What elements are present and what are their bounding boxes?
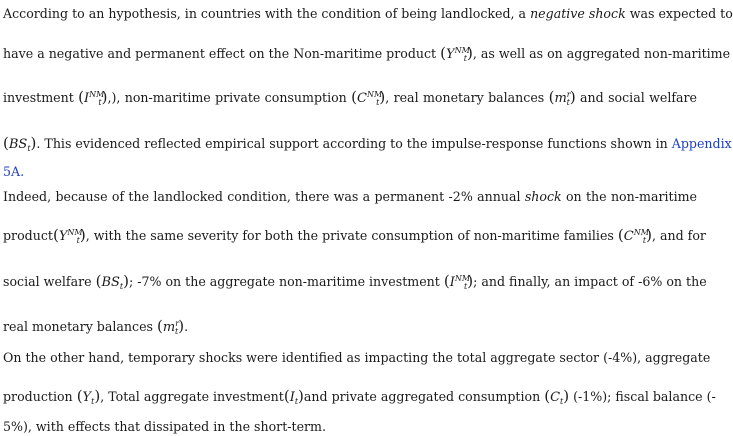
appendix-link-cont[interactable]: 5A. — [3, 164, 25, 179]
p2-line-1: Indeed, because of the landlocked condition, there was a permanent -2% annual shock on the non-maritime — [3, 189, 697, 204]
p2-line-4: real monetary balances $(m^r_t)$. — [3, 317, 189, 336]
math-BS-t: $(BS_t)$ — [3, 134, 37, 153]
p3-line-2: production $(Y_t)$, Total aggregate $investment(I_t)and$ private aggregated consumption $(C_t)$ (-1%); fiscal balance (- — [3, 387, 716, 406]
p1-line-3: investment $(I^{NM}_t)$,), non-maritime private consumption $(C^{NM}_t)$, real monetary balances $(m^r_t)$ and social welfare — [3, 88, 697, 107]
p2-line-3: social welfare $(BS_t)$; -7% on the aggregate non-maritime investment $(I^{NM}_t)$; and finally, an impact of -6% on the — [3, 272, 707, 291]
appendix-link[interactable]: Appendix — [671, 136, 732, 151]
math-C-NM-t: $(C^{NM}_t)$ — [351, 88, 386, 107]
math-C-t: $(C_t)$ — [544, 387, 570, 406]
math-Y-NM-t-2: $(Y^{NM}_t)$ — [52, 226, 86, 245]
p1-line-4: $(BS_t)$. This evidenced reflected empirical support according to the impulse-response functions shown in Appendix — [3, 134, 732, 153]
math-Y-t: $(Y_t)$ — [76, 387, 101, 406]
p3-line-1: On the other hand, temporary shocks were identified as impacting the total aggregate sector (-4%), aggregate — [3, 350, 711, 365]
math-Y-NM-t: $(Y^{NM}_t)$ — [440, 44, 473, 63]
math-BS-t-2: $(BS_t)$ — [95, 272, 129, 291]
p1-line-5 — [3, 164, 24, 179]
p3-line-3: 5%), with effects that dissipated in the short-term. — [3, 419, 326, 434]
math-I-t: $(I_t)$ — [283, 387, 304, 406]
p2-line-2: $product(Y^{NM}_t)$, with the same severity for both the private consumption of non-maritime families $(C^{NM}_t)$, and for — [3, 226, 706, 245]
math-m-r-t: $(m^r_t)$ — [548, 88, 576, 107]
p1-line-2: have a negative and permanent effect on the Non-maritime product $(Y^{NM}_t)$, as well as on aggregated non-maritime — [3, 44, 731, 63]
math-I-NM-t-2: $(I^{NM}_t)$ — [443, 272, 474, 291]
math-m-r-t-2: $(m^r_t)$ — [157, 317, 185, 336]
math-I-NM-t: $(I^{NM}_t)$ — [78, 88, 108, 107]
p1-line-1: According to an hypothesis, in countries with the condition of being landlocked, a negative shock was expected to — [3, 6, 733, 21]
math-C-NM-t-2: $(C^{NM}_t)$ — [617, 226, 652, 245]
